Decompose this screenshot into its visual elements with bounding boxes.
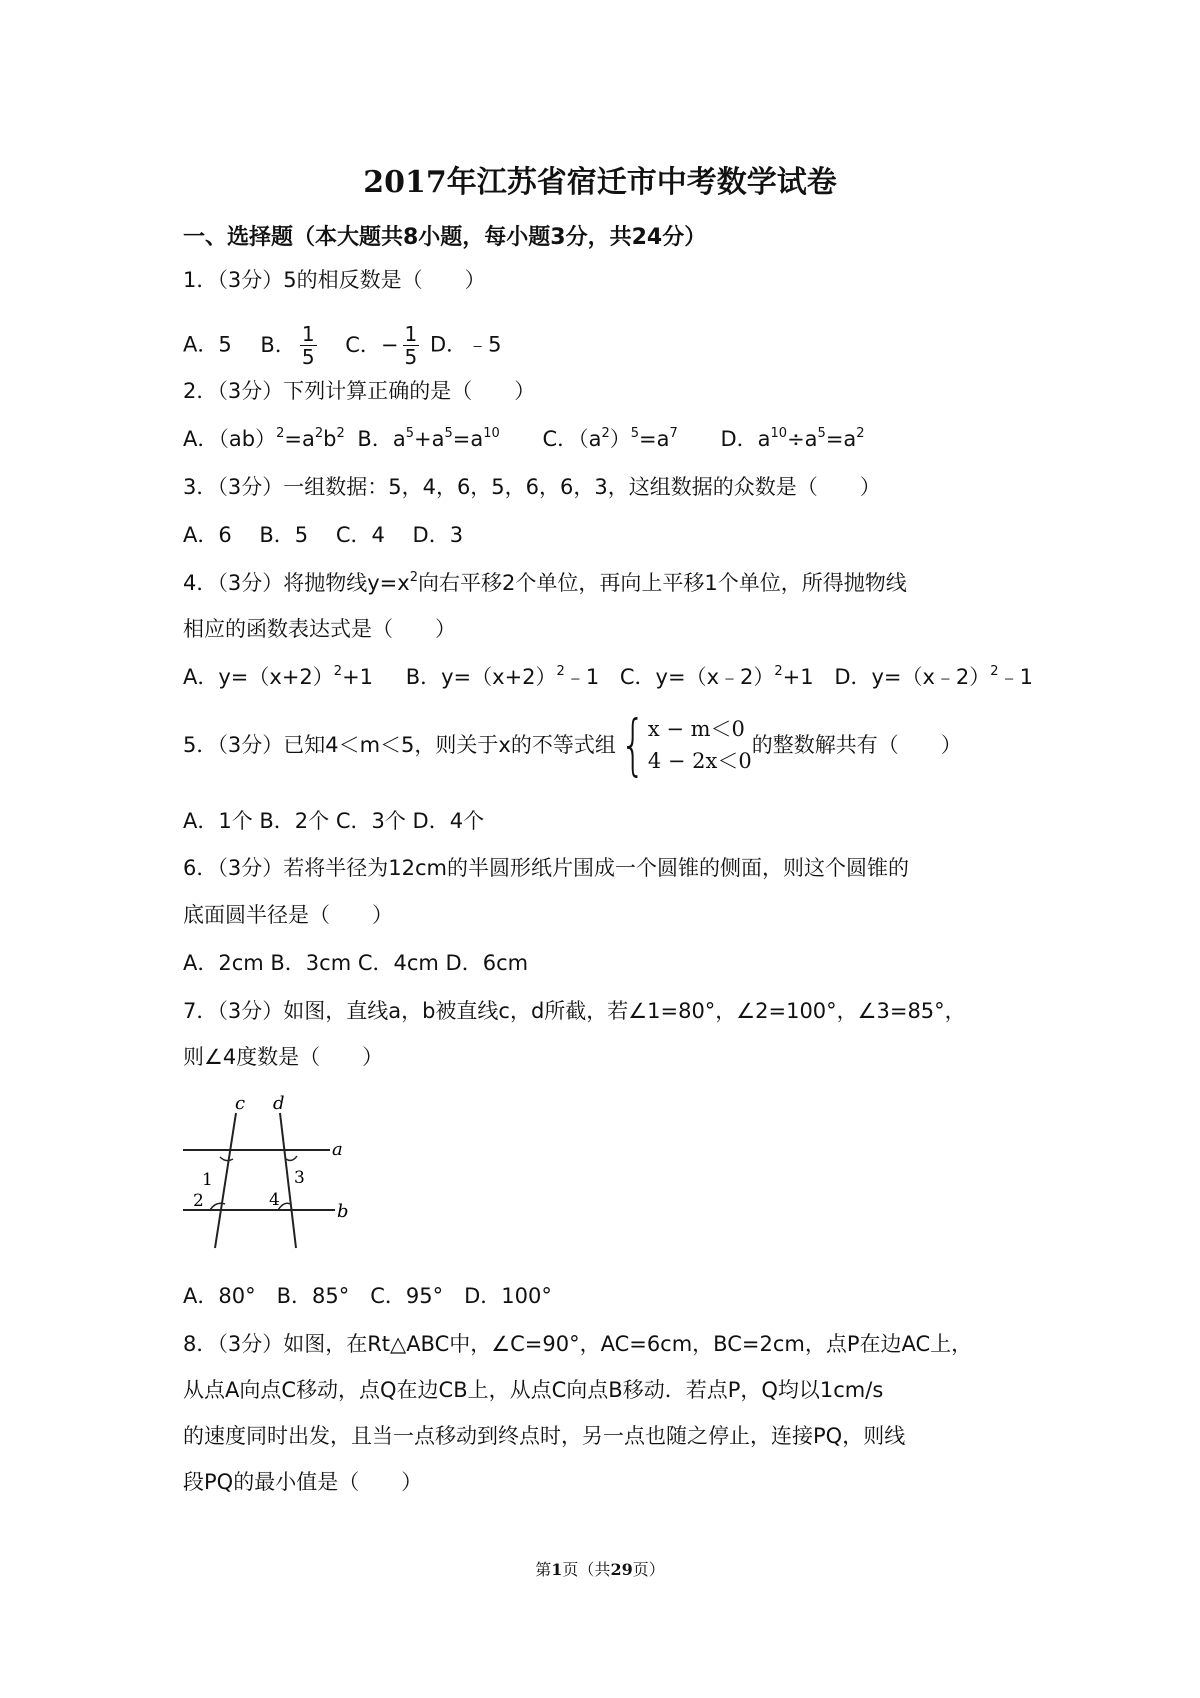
q5-stem <box>183 706 962 783</box>
footer-text3: 页） <box>632 1560 665 1579</box>
q1-option-a: A．5 <box>183 332 232 357</box>
line-c <box>215 1113 236 1248</box>
q2-c-sup3: 7 <box>669 426 678 441</box>
q2-option-a <box>183 424 345 454</box>
label-b: b <box>337 1201 349 1222</box>
q2-b-sup1: 5 <box>405 426 414 441</box>
q2-options <box>183 424 865 454</box>
q4-a-text2: +1 <box>342 665 374 689</box>
q4-stem-sup: 2 <box>409 570 418 585</box>
q8-line2: 从点A向点C移动，点Q在边CB上，从点C向点B移动．若点P，Q均以1cm/s <box>183 1378 884 1402</box>
q4-c-text2: +1 <box>782 665 814 689</box>
q2-stem: 2．（3分）下列计算正确的是（ ） <box>183 379 536 403</box>
q2-b-text1: B．a <box>357 427 406 451</box>
q2-c-text2: ） <box>609 427 631 451</box>
q4-b-text1: B．y=（x+2） <box>405 665 557 689</box>
q2-a-sup2: 2 <box>314 426 324 441</box>
q4-stem-line1 <box>183 568 907 598</box>
q5-inequality-1: x − m＜0 <box>647 717 745 741</box>
q5-inequality-2: 4 − 2x＜0 <box>647 749 752 773</box>
q7-options: A．80° B．85° C．95° D．100° <box>183 1284 552 1308</box>
q2-c-sup2: 5 <box>630 426 640 441</box>
q1-b-denominator: 5 <box>301 345 315 369</box>
q1-option-b-prefix: B． <box>260 332 296 357</box>
q4-option-a <box>183 662 373 692</box>
q1-stem: 1．（3分）5的相反数是（ ） <box>183 268 486 292</box>
q2-c-sup1: 2 <box>601 426 610 441</box>
q2-d-sup3: 2 <box>856 426 865 441</box>
q2-option-d <box>720 424 864 454</box>
q2-b-sup2: 5 <box>444 426 453 441</box>
q2-c-text3: =a <box>639 427 670 451</box>
total-pages: 29 <box>610 1560 633 1579</box>
angle-1-arc <box>220 1157 233 1161</box>
q5-inequality-system <box>616 706 752 783</box>
angle-3-arc <box>286 1156 297 1160</box>
q5-inequalities <box>648 713 752 777</box>
q1-option-d: D．﹣5 <box>429 332 502 357</box>
q6-options: A．2cm B．3cm C．4cm D．6cm <box>183 951 529 975</box>
q4-stem-text1: 4．（3分）将抛物线y=x <box>183 571 410 595</box>
q4-option-d <box>834 662 1033 692</box>
q4-options <box>183 662 1033 692</box>
label-c: c <box>235 1093 246 1114</box>
q2-b-text2: +a <box>413 427 445 451</box>
page-title: 2017年江苏省宿迁市中考数学试卷 <box>363 165 837 200</box>
left-brace-icon: { <box>620 706 646 783</box>
label-4: 4 <box>269 1190 280 1210</box>
q1-option-b-fraction <box>300 323 317 368</box>
q7-figure <box>180 1093 360 1253</box>
q2-a-text2: =a <box>284 427 315 451</box>
q8-line4: 段PQ的最小值是（ ） <box>183 1470 423 1494</box>
q8-line3: 的速度同时出发，且当一点移动到终点时，另一点也随之停止，连接PQ，则线 <box>183 1424 906 1448</box>
q2-d-text1: D．a <box>720 427 771 451</box>
q1-c-numerator: 1 <box>404 322 418 346</box>
q2-b-sup3: 10 <box>483 426 500 441</box>
q8-line1: 8．（3分）如图，在Rt△ABC中，∠C=90°，AC=6cm，BC=2cm，点P在边AC上， <box>183 1332 973 1356</box>
q7-stem-line1: 7．（3分）如图，直线a，b被直线c，d所截，若∠1=80°，∠2=100°，∠3=85°， <box>183 999 966 1023</box>
q6-stem-line1: 6．（3分）若将半径为12cm的半圆形纸片围成一个圆锥的侧面，则这个圆锥的 <box>183 856 909 880</box>
q4-stem-text2: 向右平移2个单位，再向上平移1个单位，所得抛物线 <box>417 571 907 595</box>
label-1: 1 <box>202 1170 213 1190</box>
q2-a-sup1: 2 <box>276 426 285 441</box>
q5-stem-text2: 的整数解共有（ ） <box>751 733 962 757</box>
q4-option-b <box>406 662 599 692</box>
label-2: 2 <box>193 1191 204 1211</box>
q6-stem-line2: 底面圆半径是（ ） <box>183 903 393 927</box>
label-d: d <box>273 1093 285 1114</box>
label-a: a <box>332 1139 343 1160</box>
q2-a-text3: b <box>323 427 337 451</box>
q2-d-sup1: 10 <box>770 426 788 441</box>
q7-stem-line2: 则∠4度数是（ ） <box>183 1045 384 1069</box>
q2-c-text1: C．（a <box>542 427 602 451</box>
footer-text1: 第 <box>535 1560 552 1579</box>
q2-a-sup3: 2 <box>336 426 345 441</box>
section-heading: 一、选择题（本大题共8小题，每小题3分，共24分） <box>183 225 707 250</box>
q1-b-numerator: 1 <box>301 322 315 346</box>
q4-c-text1: C．y=（x﹣2） <box>619 665 775 689</box>
q2-d-text3: =a <box>825 427 857 451</box>
q4-b-sup: 2 <box>556 664 565 679</box>
q5-options: A．1个 B．2个 C．3个 D．4个 <box>183 809 485 833</box>
label-3: 3 <box>294 1168 305 1188</box>
q2-d-text2: ÷a <box>787 427 818 451</box>
q5-stem-text1: 5．（3分）已知4＜m＜5，则关于x的不等式组 <box>183 733 616 757</box>
q1-option-c-fraction <box>403 323 420 368</box>
page-footer <box>0 1557 1200 1580</box>
q4-d-sup: 2 <box>990 664 999 679</box>
q4-b-text2: ﹣1 <box>564 665 600 689</box>
q4-option-c <box>620 662 814 692</box>
q3-stem: 3．（3分）一组数据：5，4，6，5，6，6，3，这组数据的众数是（ ） <box>183 475 881 499</box>
q4-d-text1: D．y=（x﹣2） <box>834 665 991 689</box>
footer-text2: 页（共 <box>562 1560 611 1579</box>
q1-option-c-prefix: C．− <box>345 332 399 357</box>
q4-a-text1: A．y=（x+2） <box>183 665 334 689</box>
q2-option-b <box>357 424 499 454</box>
q4-d-text2: ﹣1 <box>998 665 1033 689</box>
q4-a-sup: 2 <box>333 664 343 679</box>
q3-options: A．6 B．5 C．4 D．3 <box>183 523 464 547</box>
q2-option-c <box>542 424 677 454</box>
q4-stem-line2: 相应的函数表达式是（ ） <box>183 617 456 641</box>
q2-a-text1: A．（ab） <box>183 427 277 451</box>
q2-b-text3: =a <box>452 427 484 451</box>
q4-c-sup: 2 <box>774 664 783 679</box>
q2-d-sup2: 5 <box>817 426 826 441</box>
q1-c-denominator: 5 <box>404 345 418 369</box>
q1-options <box>183 323 501 368</box>
page-number: 1 <box>551 1560 563 1579</box>
